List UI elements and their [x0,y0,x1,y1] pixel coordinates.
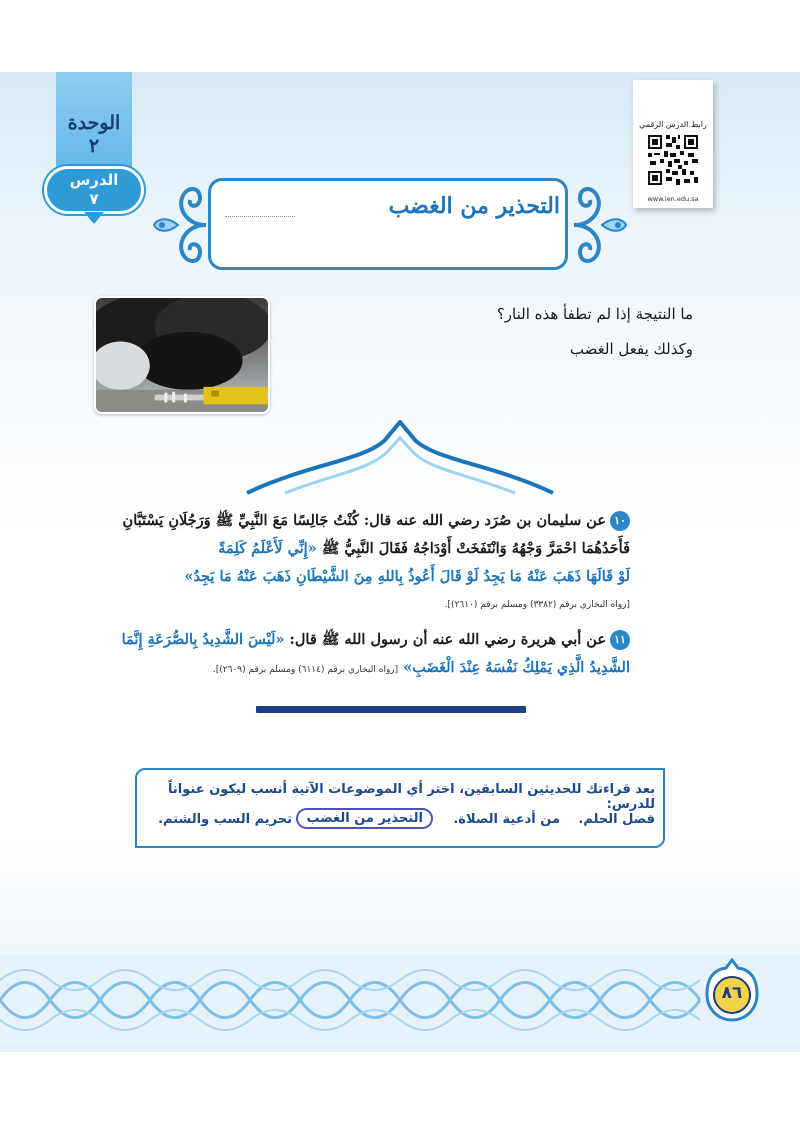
title-dotted-line [225,216,295,217]
option-prohibition-of-insults[interactable]: تحريم السب والشتم. [158,812,292,827]
hadith-10-line-2 [90,535,630,563]
hadith-11-quote-start: «لَيْسَ الشَّدِيدُ بِالصُّرَعَةِ إِنَّمَا [121,631,285,648]
hadith-10 [90,507,630,619]
lesson-badge-pointer [84,212,104,224]
hadith-11-narration: عن أبي هريرة رضي الله عنه أن رسول الله ﷺ قال: [289,631,606,648]
intro-answer: وكذلك يفعل الغضب [569,340,693,358]
lesson-title-frame [208,178,568,270]
qr-caption: رابط الدرس الرقمي [639,120,707,129]
lesson-number: ٧ [89,190,99,208]
intro-question: ما النتيجة إذا لم تطفأ هذه النار؟ [496,305,693,323]
hadith-10-narration: عن سليمان بن صُرَد رضي الله عنه قال: كُنْتُ جَالِسًا مَعَ النَّبِيِّ ﷺ وَرَجُلَانِ يَسْتَبَّانِ [122,512,606,529]
option-warning-against-anger[interactable]: التحذير من الغضب [296,808,433,829]
footer-ornament-band [0,955,800,1045]
qr-url: www.ien.edu.sa [647,195,699,203]
hadith-10-quote-start: «إِنِّي لَأَعْلَمُ كَلِمَةً [218,540,317,557]
hadith-11 [90,626,630,684]
hadith-10-number: ١٠ [610,511,630,531]
dome-divider [245,420,555,495]
hadith-10-quote: لَوْ قَالَهَا ذَهَبَ عَنْهُ مَا يَجِدُ لَوْ قَالَ أَعُوذُ بِاللهِ مِنَ الشَّيْطَانِ ذَهَبَ عَنْهُ مَا يَجِدُ» [184,568,630,585]
hadith-10-reference: [رواه البخاري برقم (٣٣٨٢) ومسلم برقم (٢٦١٠)]. [444,600,630,610]
activity-prompt: بعد قراءتك للحديثين السابقين، اختر أي الموضوعات الآتية أنسب ليكون عنواناً للدرس: [168,782,655,812]
hadith-11-number: ١١ [610,630,630,650]
lesson-label: الدرس [69,171,119,189]
unit-number: ٢ [88,135,100,157]
title-ornament-right-icon [572,180,632,270]
hadith-11-line-2 [90,654,630,684]
option-forbearance[interactable]: فضل الحلم. [578,812,655,827]
hadith-11-line-1 [90,626,630,654]
hadith-10-text: فَأَحَدُهُمَا احْمَرَّ وَجْهُهُ وَانْتَفَخَتْ أَوْدَاجُهُ فَقَالَ النَّبِيُّ ﷺ [321,540,630,557]
unit-label: الوحدة [67,112,121,134]
hadith-11-reference: [رواه البخاري برقم (٦١١٤) ومسلم برقم (٢٦٠٩)]. [212,665,399,675]
qr-code-icon[interactable] [648,135,698,185]
section-divider [256,706,526,713]
fire-smoke-photo [94,296,270,414]
hadith-10-line-1 [90,507,630,535]
title-ornament-left-icon [148,180,208,270]
lesson-title: التحذير من الغضب [388,193,560,219]
page-number: ٨٦ [721,983,743,1003]
activity-options [150,812,655,836]
option-prayer-supplications[interactable]: من أدعية الصلاة. [453,812,560,827]
hadith-11-quote: الشَّدِيدُ الَّذِي يَمْلِكُ نَفْسَهُ عِنْدَ الْغَضَبِ» [403,659,630,676]
